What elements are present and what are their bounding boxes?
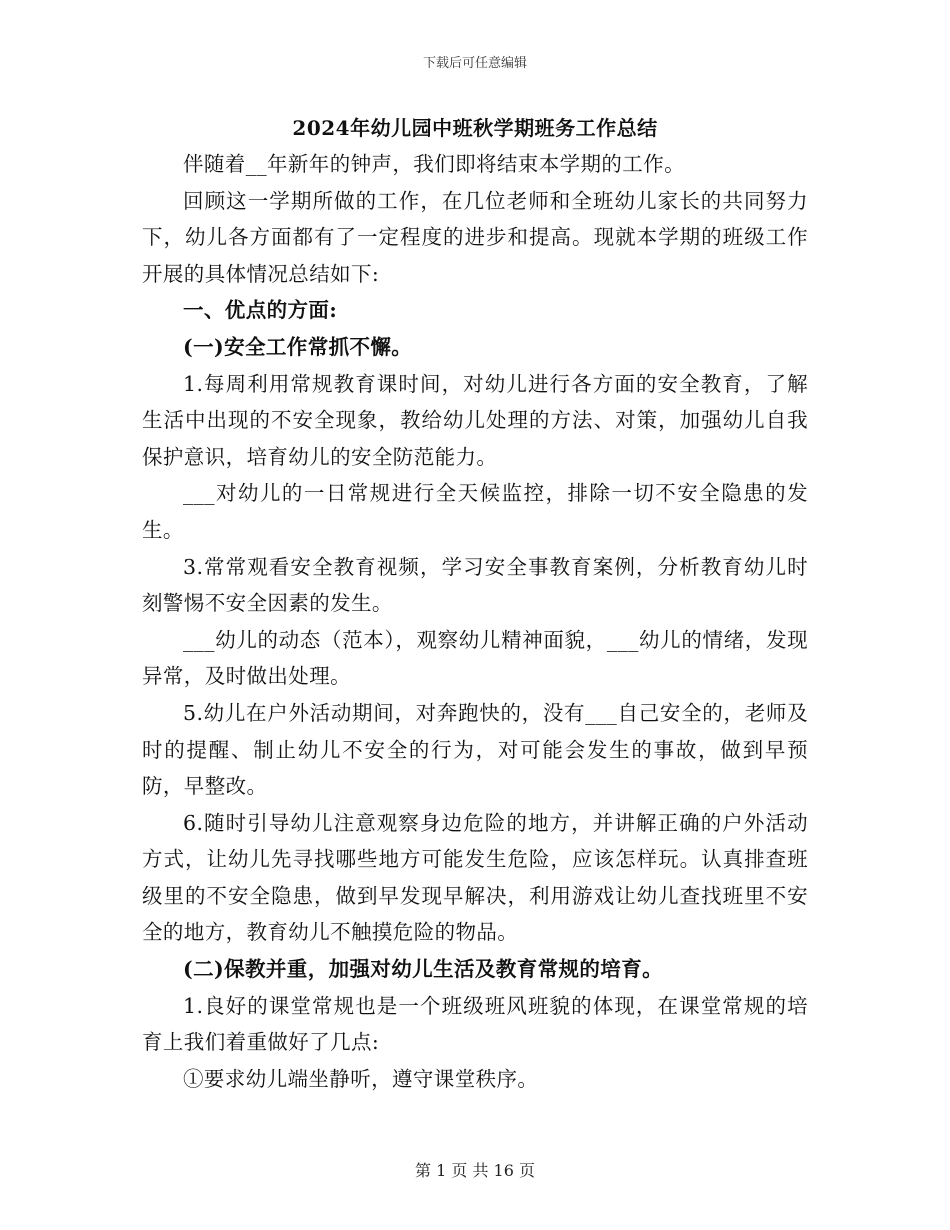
paragraph: ___幼儿的动态（范本），观察幼儿精神面貌，___幼儿的情绪，发现异常，及时做出处理。 [142, 627, 808, 689]
paragraph: 6.随时引导幼儿注意观察身边危险的地方，并讲解正确的户外活动方式，让幼儿先寻找哪些地方可能发生危险，应该怎样玩。认真排查班级里的不安全隐患，做到早发现早解决，利用游戏让幼儿查找班里不安全的地方，教育幼儿不触摸危险的物品。 [142, 810, 808, 945]
subsection-heading: (一)安全工作常抓不懈。 [183, 334, 413, 359]
paragraph: 1.每周利用常规教育课时间，对幼儿进行各方面的安全教育，了解生活中出现的不安全现象，教给幼儿处理的方法、对策，加强幼儿自我保护意识，培育幼儿的安全防范能力。 [142, 371, 808, 469]
document-title: 2024年幼儿园中班秋学期班务工作总结 [292, 116, 658, 140]
document-body [142, 146, 808, 1097]
paragraph: 3.常常观看安全教育视频，学习安全事教育案例，分析教育幼儿时刻警惕不安全因素的发生。 [142, 554, 808, 616]
paragraph: ___对幼儿的一日常规进行全天候监控，排除一切不安全隐患的发生。 [142, 481, 808, 542]
page-number-footer: 第 1 页 共 16 页 [415, 1161, 535, 1180]
paragraph: 5.幼儿在户外活动期间，对奔跑快的，没有___自己安全的，老师及时的提醒、制止幼儿不安全的行为，对可能会发生的事故，做到早预防，早整改。 [142, 700, 808, 799]
paragraph: 伴随着__年新年的钟声，我们即将结束本学期的工作。 [183, 152, 685, 176]
header-note: 下载后可任意编辑 [422, 56, 527, 71]
section-heading: 一、优点的方面: [183, 298, 338, 323]
paragraph: 回顾这一学期所做的工作，在几位老师和全班幼儿家长的共同努力下，幼儿各方面都有了一定程度的进步和提高。现就本学期的班级工作开展的具体情况总结如下: [142, 188, 808, 286]
paragraph: 1.良好的课堂常规也是一个班级班风班貌的体现，在课堂常规的培育上我们着重做好了几点: [142, 993, 808, 1055]
paragraph: ①要求幼儿端坐静听，遵守课堂秩序。 [183, 1066, 539, 1091]
subsection-heading: (二)保教并重，加强对幼儿生活及教育常规的培育。 [183, 957, 663, 982]
